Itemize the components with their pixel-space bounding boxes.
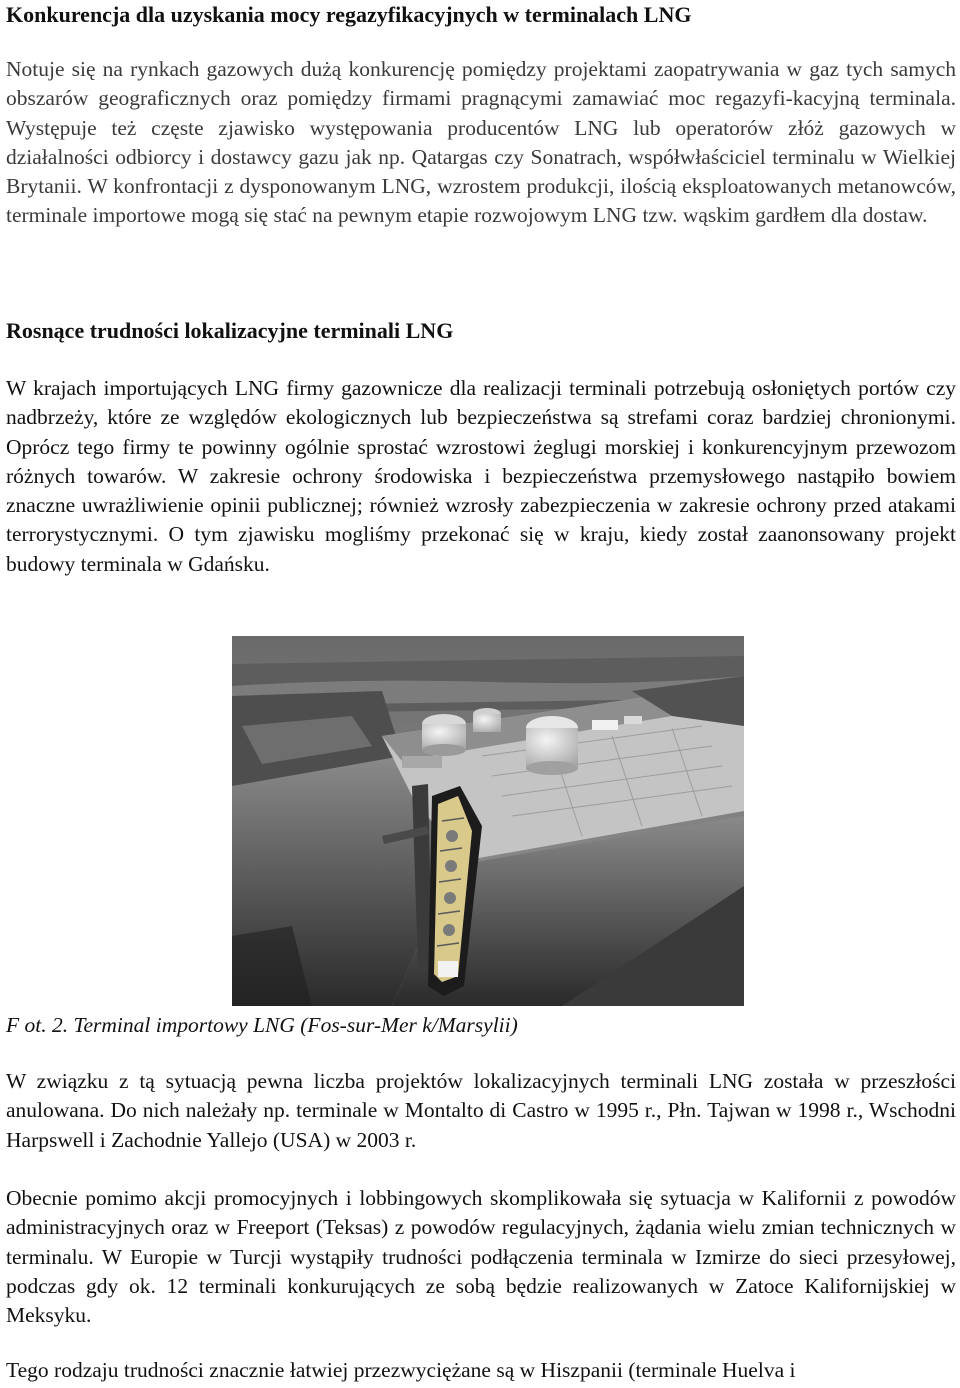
paragraph-competition: Notuje się na rynkach gazowych dużą konkurencję pomiędzy projektami zaopatrywania w gaz tych samych obszarów geograficznych oraz pomiędzy firmami pragnącymi zamawiać moc regazyfi-kacyjną terminala. Występuje też częste zjawisko występowania producentów LNG lub operatorów złóż gazowych w działalności odbiorcy i dostawcy gazu jak np. Qatargas czy Sonatrach, współwłaściciel terminalu w Wielkiej Brytanii. W konfrontacji z dysponowanym LNG, wzrostem produkcji, ilością eksploatowanych metanowców, terminale importowe mogą się stać na pewnym etapie rozwojowym LNG tzw. wąskim gardłem dla dostaw. <box>6 57 956 228</box>
section-heading-competition: Konkurencja dla uzyskania mocy regazyfikacyjnych w terminalach LNG <box>6 2 692 27</box>
paragraph-cancelled-projects: W związku z tą sytuacją pewna liczba projektów lokalizacyjnych terminali LNG została w przeszłości anulowana. Do nich należały np. terminale w Montalto di Castro w 1995 r., Płn. Tajwan w 1998 r., Wschodni Harpswell i Zachodnie Yallejo (USA) w 2003 r. <box>6 1069 956 1152</box>
paragraph-current-situation: Obecnie pomimo akcji promocyjnych i lobbingowych skomplikowała się sytuacja w Kalifornii z powodów administracyjnych oraz w Freeport (Teksas) z powodów regulacyjnych, żądania wielu zmian technicznych w terminalu. W Europie w Turcji wystąpiły trudności podłączenia terminala w Izmirze do sieci przesyłowej, podczas gdy ok. 12 terminali konkurujących ze sobą będzie realizowanych w Zatoce Kalifornijskiej w Meksyku. <box>6 1186 956 1328</box>
section-heading-location-difficulties: Rosnące trudności lokalizacyjne terminali LNG <box>6 318 454 343</box>
paragraph-spain: Tego rodzaju trudności znacznie łatwiej przezwyciężane są w Hiszpanii (terminale Huelva i <box>6 1358 796 1382</box>
figure-caption: F ot. 2. Terminal importowy LNG (Fos-sur-Mer k/Marsylii) <box>6 1013 518 1037</box>
paragraph-location-difficulties: W krajach importujących LNG firmy gazownicze dla realizacji terminali potrzebują osłoniętych portów czy nadbrzeży, które ze względów ekologicznych lub bezpieczeństwa są strefami coraz bardziej chronionymi. Oprócz tego firmy te powinny ogólnie sprostać wzrostowi żeglugi morskiej i konkurencyjnym przewozom różnych towarów. W zakresie ochrony środowiska i bezpieczeństwa przemysłowego nastąpiło bowiem znaczne uwrażliwienie opinii publicznej; również wzrosły zabezpieczenia w zakresie ochrony przed atakami terrorystycznymi. O tym zjawisku mogliśmy przekonać się w kraju, kiedy został zaanonsowany projekt budowy terminala w Gdańsku. <box>6 376 956 576</box>
terminal-aerial-photo <box>232 636 744 1006</box>
